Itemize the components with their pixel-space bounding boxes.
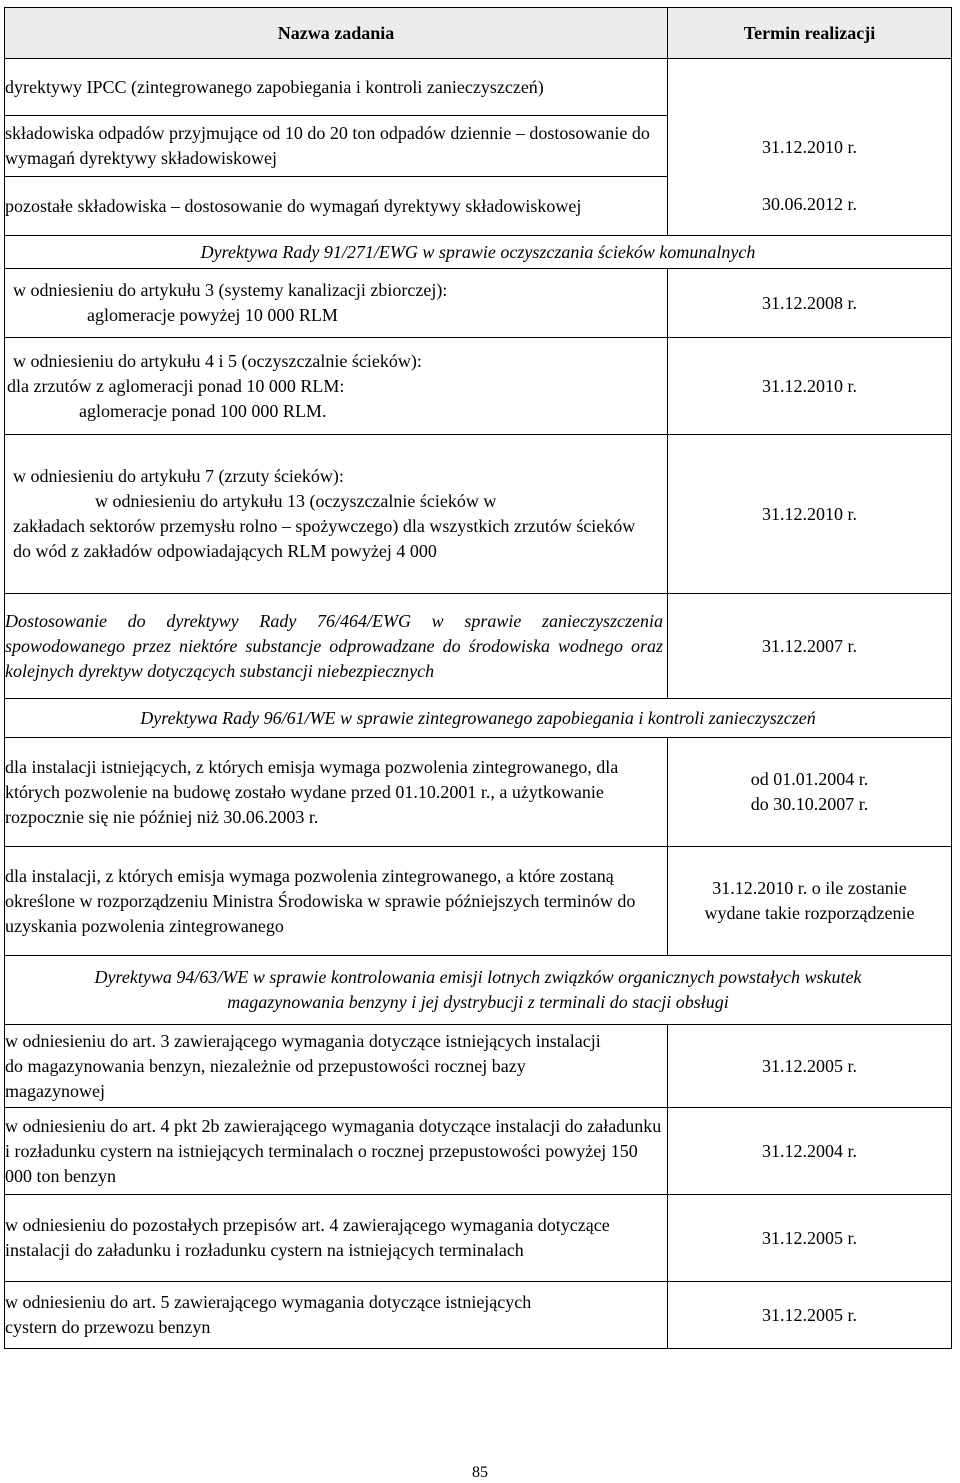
table-header-row — [5, 8, 952, 59]
page-number: 85 — [472, 1464, 488, 1481]
table-row — [5, 594, 952, 699]
task-cell — [5, 435, 668, 594]
task-cell: składowiska odpadów przyjmujące od 10 do 20 ton odpadów dziennie – dostosowanie do wymagań dyrektywy składowiskowej — [5, 116, 668, 177]
task-cell — [5, 338, 668, 435]
term-cell: 31.12.2005 r. — [668, 1195, 952, 1282]
term-cell — [668, 738, 952, 847]
table-row — [5, 1195, 952, 1282]
table-row — [5, 1025, 952, 1108]
term-cell: 31.12.2007 r. — [668, 594, 952, 699]
task-cell: Dostosowanie do dyrektywy Rady 76/464/EWG w sprawie zanieczyszczenia spowodowanego przez niektóre substancje odprowadzane do środowiska wodnego oraz kolejnych dyrektyw dotyczących substancji niebezpiecznych — [5, 594, 668, 699]
task-line: aglomeracje powyżej 10 000 RLM — [87, 305, 338, 325]
term-cell: 31.12.2004 r. — [668, 1108, 952, 1195]
term-line: od 01.01.2004 r. — [750, 769, 869, 789]
term-cell — [668, 847, 952, 956]
task-line: zakładach sektorów przemysłu rolno – spożywczego) dla wszystkich zrzutów ścieków do wód z zakładów odpowiadających RLM powyżej 4 000 — [13, 516, 636, 561]
table-row — [5, 59, 952, 116]
term-cell: 31.12.2010 r. — [668, 435, 952, 594]
task-cell: w odniesieniu do art. 4 pkt 2b zawierającego wymagania dotyczące instalacji do załadunku i rozładunku cystern na istniejących terminalach o rocznej przepustowości powyżej 150 000 ton benzyn — [5, 1108, 668, 1195]
task-cell: dla instalacji istniejących, z których emisja wymaga pozwolenia zintegrowanego, dla których pozwolenie na budowę zostało wydane przed 01.10.2001 r., a użytkowanie rozpocznie się nie później niż 30.06.2003 r. — [5, 738, 668, 847]
task-cell: dla instalacji, z których emisja wymaga pozwolenia zintegrowanego, a które zostaną określone w rozporządzeniu Ministra Środowiska w sprawie późniejszych terminów do uzyskania pozwolenia zintegrowanego — [5, 847, 668, 956]
term-cell-stack — [668, 59, 952, 236]
task-cell: pozostałe składowiska – dostosowanie do wymagań dyrektywy składowiskowej — [5, 177, 668, 236]
task-cell: dyrektywy IPCC (zintegrowanego zapobiegania i kontroli zanieczyszczeń) — [5, 59, 668, 116]
header-term: Termin realizacji — [668, 8, 952, 59]
task-cell: w odniesieniu do art. 5 zawierającego wymagania dotyczące istniejących cystern do przewozu benzyn — [5, 1282, 668, 1349]
term-cell: 31.12.2008 r. — [668, 269, 952, 338]
table-row — [5, 1108, 952, 1195]
deadlines-table — [4, 7, 952, 1349]
term-cell: 31.12.2010 r. — [668, 338, 952, 435]
task-line: w odniesieniu do artykułu 7 (zrzuty ścieków): — [13, 466, 344, 486]
term-value: 31.12.2010 r. — [761, 137, 857, 157]
term-cell: 31.12.2005 r. — [668, 1025, 952, 1108]
section-title: Dyrektywa Rady 91/271/EWG w sprawie oczyszczania ścieków komunalnych — [5, 236, 952, 269]
table-row — [5, 1282, 952, 1349]
task-cell — [5, 269, 668, 338]
section-row — [5, 699, 952, 738]
table-row — [5, 435, 952, 594]
table-row — [5, 847, 952, 956]
table-row — [5, 738, 952, 847]
task-line: dla zrzutów z aglomeracji ponad 10 000 RLM: — [7, 375, 345, 396]
header-task: Nazwa zadania — [5, 8, 668, 59]
term-line: do 30.10.2007 r. — [750, 794, 869, 814]
task-cell: w odniesieniu do pozostałych przepisów art. 4 zawierającego wymagania dotyczące instalacji do załadunku i rozładunku cystern na istniejących terminalach — [5, 1195, 668, 1282]
table-row — [5, 338, 952, 435]
task-cell: w odniesieniu do art. 3 zawierającego wymagania dotyczące istniejących instalacji do magazynowania benzyn, niezależnie od przepustowości rocznej bazy magazynowej — [5, 1025, 668, 1108]
task-line: w odniesieniu do artykułu 4 i 5 (oczyszczalnie ścieków): — [13, 350, 422, 371]
section-row — [5, 956, 952, 1025]
term-value: 30.06.2012 r. — [761, 194, 857, 214]
section-title: Dyrektywa Rady 96/61/WE w sprawie zintegrowanego zapobiegania i kontroli zanieczyszczeń — [5, 699, 952, 738]
term-line: 31.12.2010 r. o ile zostanie — [712, 878, 907, 898]
section-title: Dyrektywa 94/63/WE w sprawie kontrolowania emisji lotnych związków organicznych powstałych wskutek magazynowania benzyny i jej dystrybucji z terminali do stacji obsługi — [5, 956, 952, 1025]
table-row — [5, 269, 952, 338]
task-line: aglomeracje ponad 100 000 RLM. — [79, 400, 327, 421]
term-line: wydane takie rozporządzenie — [704, 903, 915, 923]
section-row — [5, 236, 952, 269]
task-line: w odniesieniu do artykułu 3 (systemy kanalizacji zbiorczej): — [13, 280, 448, 300]
task-line: w odniesieniu do artykułu 13 (oczyszczalnie ścieków w — [95, 491, 497, 511]
term-cell: 31.12.2005 r. — [668, 1282, 952, 1349]
